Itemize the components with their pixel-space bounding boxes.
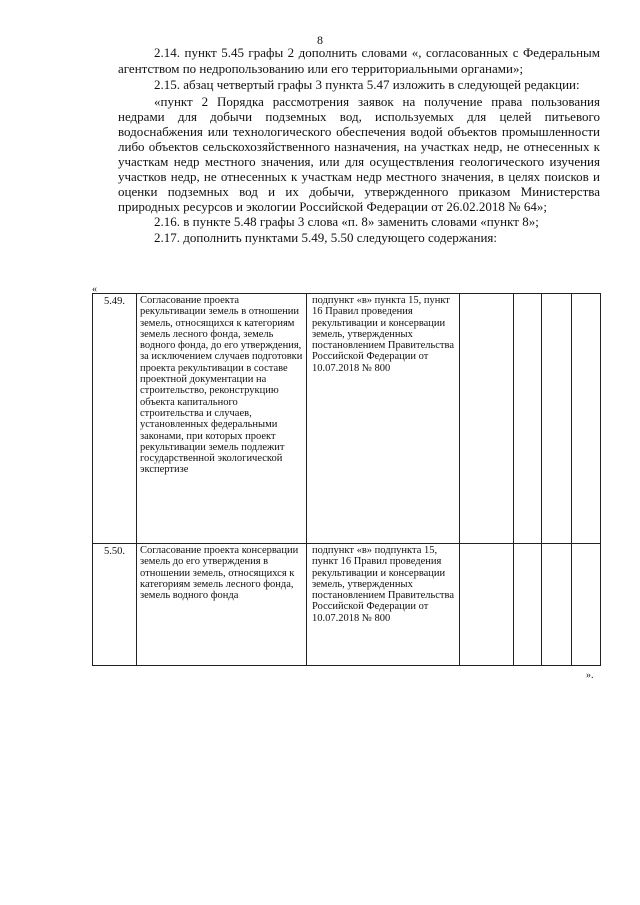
row-number: 5.49.	[93, 294, 137, 544]
service-description: Согласование проекта рекультивации земель в отношении земель, относящихся к категориям земель лесного фонда, земель водного фонда, до его утверждения, за исключением случаев подготовки проекта рекультивации в составе проектной документации на строительство, реконструкцию объекта капитального строительства и случаев, установленных федеральными законами, при которых проект рекультивации земель подлежит государственной экологической экспертизе	[137, 294, 307, 544]
paragraph-2-14: 2.14. пункт 5.45 графы 2 дополнить словами «, согласованных с Федеральным агентством по недропользованию или его территориальными органами»;	[118, 45, 600, 77]
body-text	[118, 45, 600, 246]
empty-cell	[514, 544, 542, 666]
legal-basis: подпункт «в» пункта 15, пункт 16 Правил проведения рекультивации и консервации земель, утвержденных постановлением Правительства Российской Федерации от 10.07.2018 № 800	[307, 294, 460, 544]
service-description: Согласование проекта консервации земель до его утверждения в отношении земель, относящихся к категориям земель лесного фонда, земель водного фонда	[137, 544, 307, 666]
paragraph-quoted-wording: «пункт 2 Порядка рассмотрения заявок на получение права пользования недрами для добычи подземных вод, используемых для целей питьевого водоснабжения или технологического обеспечения водой объектов промышленности либо объектов сельскохозяйственного назначения, на участках недр, не отнесенных к участкам недр местного значения, или для осуществления геологического изучения участков недр, не отнесенных к участкам недр местного значения, в целях поисков и оценки подземных вод и их добычи, утвержденного приказом Министерства природных ресурсов и экологии Российской Федерации от 26.02.2018 № 64»;	[118, 93, 600, 214]
paragraph-2-15: 2.15. абзац четвертый графы 3 пункта 5.47 изложить в следующей редакции:	[154, 77, 580, 93]
empty-cell	[514, 294, 542, 544]
legal-basis: подпункт «в» подпункта 15, пункт 16 Правил проведения рекультивации и консервации земель, утвержденных постановлением Правительства Российской Федерации от 10.07.2018 № 800	[307, 544, 460, 666]
table-row	[93, 544, 601, 666]
amendment-table	[92, 293, 601, 666]
paragraph-2-16: 2.16. в пункте 5.48 графы 3 слова «п. 8» заменить словами «пункт 8»;	[154, 213, 539, 229]
empty-cell	[542, 544, 572, 666]
closing-quote-mark: ».	[586, 670, 594, 681]
empty-cell	[572, 294, 601, 544]
paragraph-2-17: 2.17. дополнить пунктами 5.49, 5.50 следующего содержания:	[154, 229, 498, 245]
empty-cell	[542, 294, 572, 544]
page-number: 8	[317, 33, 323, 47]
empty-cell	[572, 544, 601, 666]
empty-cell	[460, 544, 514, 666]
row-number: 5.50.	[93, 544, 137, 666]
empty-cell	[460, 294, 514, 544]
opening-quote-mark: «	[92, 284, 97, 295]
table-row	[93, 294, 601, 544]
